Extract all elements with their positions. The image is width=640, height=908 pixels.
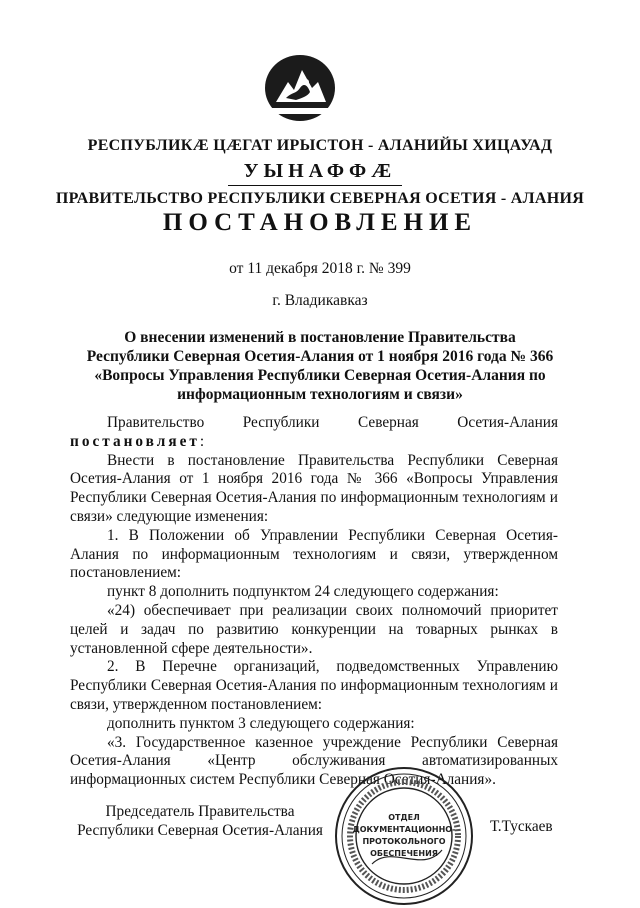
header-rule	[228, 185, 402, 186]
intro-word: Северная	[358, 414, 419, 431]
body-paragraph-4: «24) обеспечивает при реализации своих полномочий приоритет целей и задач по развитию конкуренции на товарных рынках в установленной сфере деятельности».	[70, 601, 558, 657]
intro-word: Правительство	[107, 414, 205, 431]
title-line: «Вопросы Управления Республики Северная Осетия-Алания по	[94, 367, 546, 384]
document-city: г. Владикавказ	[272, 292, 368, 309]
position-line: Республики Северная Осетия-Алания	[77, 822, 323, 839]
document-subject-title	[0, 328, 640, 404]
resolves-colon: :	[199, 432, 205, 450]
signatory-position	[70, 802, 330, 840]
title-line: О внесении изменений в постановление Правительства	[124, 329, 516, 346]
title-line: Республики Северная Осетия-Алания от 1 ноября 2016 года № 366	[86, 348, 554, 365]
body-paragraph-3: пункт 8 дополнить подпунктом 24 следующего содержания:	[107, 583, 499, 601]
title-line: информационным технологиям и связи»	[177, 386, 463, 403]
resolves-line	[70, 433, 558, 452]
document-date-number: от 11 декабря 2018 г. № 399	[229, 260, 411, 277]
header-title-ossetian: УЫНАФФÆ	[243, 160, 397, 182]
document-type-title: ПОСТАНОВЛЕНИЕ	[162, 209, 478, 236]
intro-word: Осетия-Алания	[457, 414, 558, 431]
header-line-ossetian: РЕСПУБЛИКÆ ЦÆГАТ ИРЫСТОН - АЛАНИЙЫ ХИЦАУАД	[87, 137, 553, 154]
body-paragraph-7: «3. Государственное казенное учреждение Республики Северная Осетия-Алания «Центр обслуживания автоматизированных информационных систем Республики Северная Осетия-Алания».	[70, 733, 558, 789]
resolves-word: постановляет	[70, 432, 200, 450]
document-body	[70, 414, 558, 790]
stamp-line: ПРОТОКОЛЬНОГО	[362, 837, 446, 846]
stamp-line: ОТДЕЛ	[388, 813, 420, 822]
intro-word: Республики	[242, 414, 320, 431]
position-line: Председатель Правительства	[105, 803, 295, 820]
coat-of-arms-emblem-icon	[262, 52, 338, 124]
official-stamp-icon	[332, 764, 476, 908]
signatory-name: Т.Тускаев	[490, 818, 553, 835]
body-paragraph-1: Внести в постановление Правительства Республики Северная Осетия-Алания от 1 ноября 2016 года № 366 «Вопросы Управления Республики Северная Осетия-Алания по информационным технологиям и связи» следующие изменения:	[70, 451, 558, 525]
stamp-line: ДОКУМЕНТАЦИОННО-	[352, 825, 456, 834]
body-paragraph-5: 2. В Перечне организаций, подведомственных Управлению Республики Северная Осетия-Алания по информационным технологиям и связи, утвержденном постановлением:	[70, 658, 558, 713]
intro-line	[70, 414, 558, 433]
body-paragraph-6: дополнить пунктом 3 следующего содержания:	[107, 714, 415, 732]
stamp-line: ОБЕСПЕЧЕНИЯ	[370, 849, 438, 858]
header-line-russian: ПРАВИТЕЛЬСТВО РЕСПУБЛИКИ СЕВЕРНАЯ ОСЕТИЯ - АЛАНИЯ	[55, 190, 585, 207]
body-paragraph-2: 1. В Положении об Управлении Республики Северная Осетия-Алания по информационным технологиям и связи, утвержденном постановлением:	[70, 526, 558, 582]
